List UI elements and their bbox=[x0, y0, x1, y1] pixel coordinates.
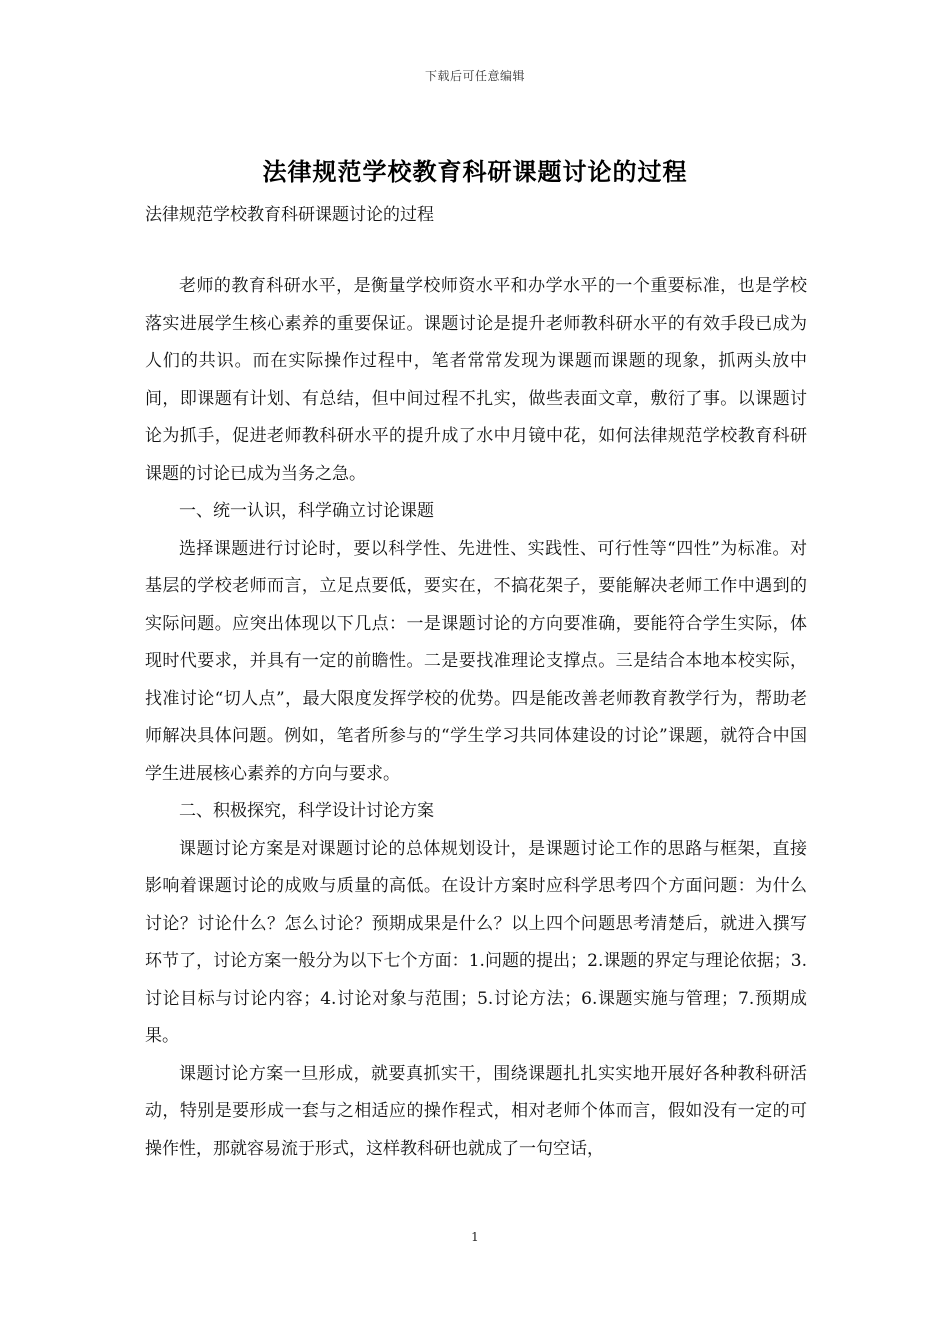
page-number: 1 bbox=[471, 1230, 479, 1244]
section-heading-1: 一、统一认识，科学确立讨论课题 bbox=[179, 501, 434, 521]
document-subtitle: 法律规范学校教育科研课题讨论的过程 bbox=[145, 205, 434, 225]
document-body bbox=[145, 268, 807, 1168]
paragraph-section-2a: 课题讨论方案是对课题讨论的总体规划设计，是课题讨论工作的思路与框架，直接影响着课题讨论的成败与质量的高低。在设计方案时应科学思考四个方面问题：为什么讨论？讨论什么？怎么讨论？预期成果是什么？以上四个问题思考清楚后，就进入撰写环节了，讨论方案一般分为以下七个方面：1.问题的提出；2.课题的界定与理论依据；3.讨论目标与讨论内容；4.讨论对象与范围；5.讨论方法；6.课题实施与管理；7.预期成果。 bbox=[145, 838, 807, 1046]
paragraph-section-1: 选择课题进行讨论时，要以科学性、先进性、实践性、可行性等“四性”为标准。对基层的学校老师而言，立足点要低，要实在，不搞花架子，要能解决老师工作中遇到的实际问题。应突出体现以下几点：一是课题讨论的方向要准确，要能符合学生实际，体现时代要求，并具有一定的前瞻性。二是要找准理论支撑点。三是结合本地本校实际，找准讨论“切人点”，最大限度发挥学校的优势。四是能改善老师教育教学行为，帮助老师解决具体问题。例如，笔者所参与的“学生学习共同体建设的讨论”课题，就符合中国学生进展核心素养的方向与要求。 bbox=[145, 538, 807, 784]
paragraph-section-2b: 课题讨论方案一旦形成，就要真抓实干，围绕课题扎扎实实地开展好各种教科研活动，特别是要形成一套与之相适应的操作程式，相对老师个体而言，假如没有一定的可操作性，那就容易流于形式，这样教科研也就成了一句空话， bbox=[145, 1063, 807, 1159]
paragraph-intro: 老师的教育科研水平，是衡量学校师资水平和办学水平的一个重要标准，也是学校落实进展学生核心素养的重要保证。课题讨论是提升老师教科研水平的有效手段已成为人们的共识。而在实际操作过程中，笔者常常发现为课题而课题的现象，抓两头放中间，即课题有计划、有总结，但中间过程不扎实，做些表面文章，敷衍了事。以课题讨论为抓手，促进老师教科研水平的提升成了水中月镜中花，如何法律规范学校教育科研课题的讨论已成为当务之急。 bbox=[145, 276, 807, 484]
section-heading-2: 二、积极探究，科学设计讨论方案 bbox=[179, 801, 434, 821]
header-note: 下载后可任意编辑 bbox=[424, 69, 525, 83]
document-title: 法律规范学校教育科研课题讨论的过程 bbox=[262, 157, 688, 186]
